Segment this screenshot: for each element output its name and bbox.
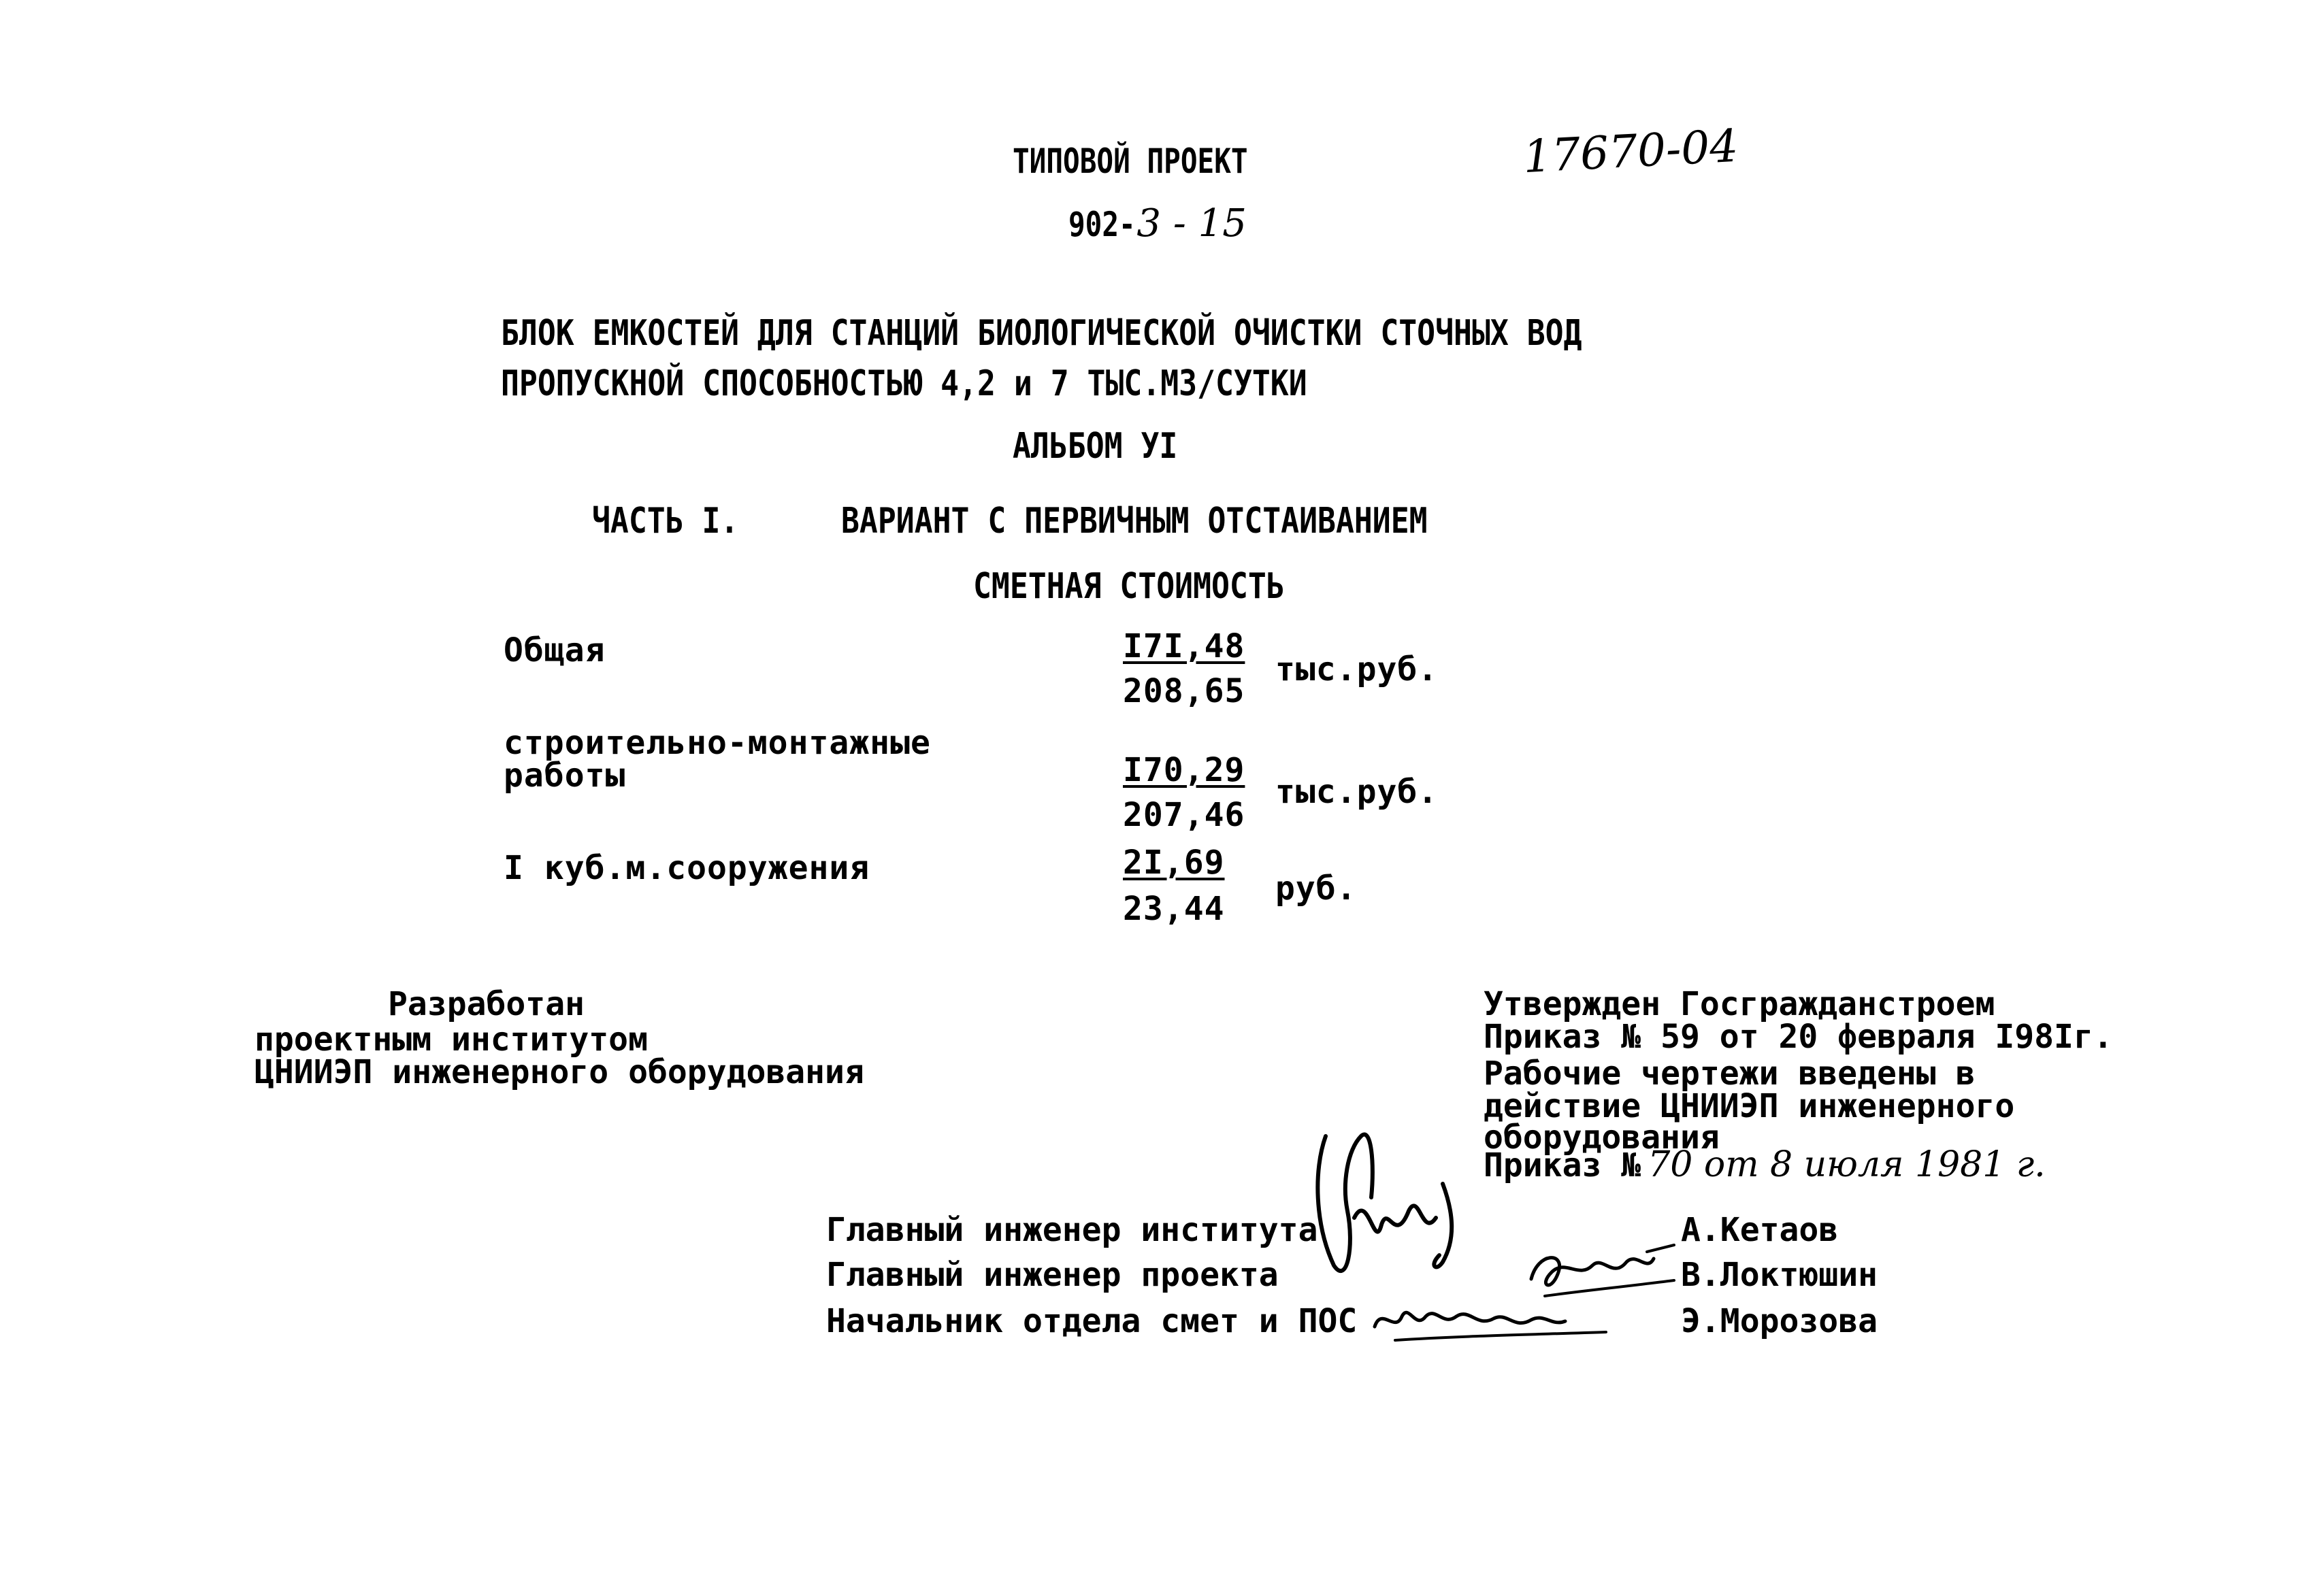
project-number-prefix: 902- [1068, 205, 1136, 244]
approval-line-2: Приказ № 59 от 20 февраля I98Iг. [1484, 1018, 2113, 1056]
estimate-heading: СМЕТНАЯ СТОИМОСТЬ [973, 566, 1285, 607]
cost-total-denominator: 208,65 [1123, 672, 1245, 710]
approval-order-typed: Приказ № [1484, 1146, 1641, 1184]
cost-label-total: Общая [504, 631, 606, 669]
approval-line-5: оборудования [1484, 1118, 1720, 1157]
approval-line-3: Рабочие чертежи введены в [1484, 1055, 1976, 1093]
signature-head-of-estimates [1368, 1293, 1620, 1347]
cost-construction-numerator: I70,29 [1123, 751, 1245, 789]
cost-per-cubic-meter-denominator: 23,44 [1123, 890, 1225, 928]
approval-order-handwritten: 70 от 8 июля 1981 г. [1648, 1144, 2046, 1185]
cost-per-cubic-meter-unit: руб. [1275, 869, 1357, 908]
cost-label-construction-line2: работы [504, 757, 626, 795]
signatory-name-1: А.Кетаов [1681, 1211, 1839, 1249]
title-line-2: ПРОПУСКНОЙ СПОСОБНОСТЬЮ 4,2 и 7 ТЫС.М3/СУТКИ [501, 363, 1307, 404]
approval-line-4: действие ЦНИИЭП инженерного [1484, 1087, 2015, 1125]
cost-construction-unit: тыс.руб. [1275, 773, 1439, 811]
part-label: ЧАСТЬ I. [592, 501, 739, 542]
cost-label-construction-line1: строительно-монтажные [504, 724, 931, 762]
signature-chief-engineer-institute [1307, 1109, 1524, 1293]
cost-per-cubic-meter-numerator: 2I,69 [1123, 844, 1225, 882]
cost-construction-denominator: 207,46 [1123, 796, 1245, 834]
developer-line-3: ЦНИИЭП инженерного оборудования [255, 1053, 864, 1091]
project-number-suffix: 3 - 15 [1136, 201, 1247, 246]
signatory-position-3: Начальник отдела смет и ПОС [826, 1302, 1358, 1340]
developer-line-2: проектным институтом [255, 1020, 648, 1059]
signatory-name-2: В.Локтюшин [1681, 1256, 1878, 1294]
signatory-position-1: Главный инженер института [826, 1211, 1318, 1249]
developer-line-1: Разработан [388, 985, 585, 1023]
document-number-handwritten: 17670-04 [1522, 119, 1740, 184]
cost-total-unit: тыс.руб. [1275, 650, 1439, 688]
approval-line-6 [1484, 1144, 2046, 1185]
cost-total-numerator: I7I,48 [1123, 627, 1245, 665]
signatory-name-3: Э.Морозова [1681, 1302, 1878, 1340]
project-number [1068, 201, 1247, 246]
title-line-1: БЛОК ЕМКОСТЕЙ ДЛЯ СТАНЦИЙ БИОЛОГИЧЕСКОЙ ОЧИСТКИ СТОЧНЫХ ВОД [501, 313, 1582, 354]
signatory-position-2: Главный инженер проекта [826, 1256, 1279, 1294]
approval-line-1: Утвержден Госгражданстроем [1484, 985, 1995, 1023]
part-title: ВАРИАНТ С ПЕРВИЧНЫМ ОТСТАИВАНИЕМ [841, 501, 1428, 542]
cost-label-per-cubic-meter: I куб.м.сооружения [504, 849, 870, 887]
typical-project-heading: ТИПОВОЙ ПРОЕКТ [1013, 142, 1248, 181]
album-label: АЛЬБОМ УI [1013, 426, 1178, 467]
